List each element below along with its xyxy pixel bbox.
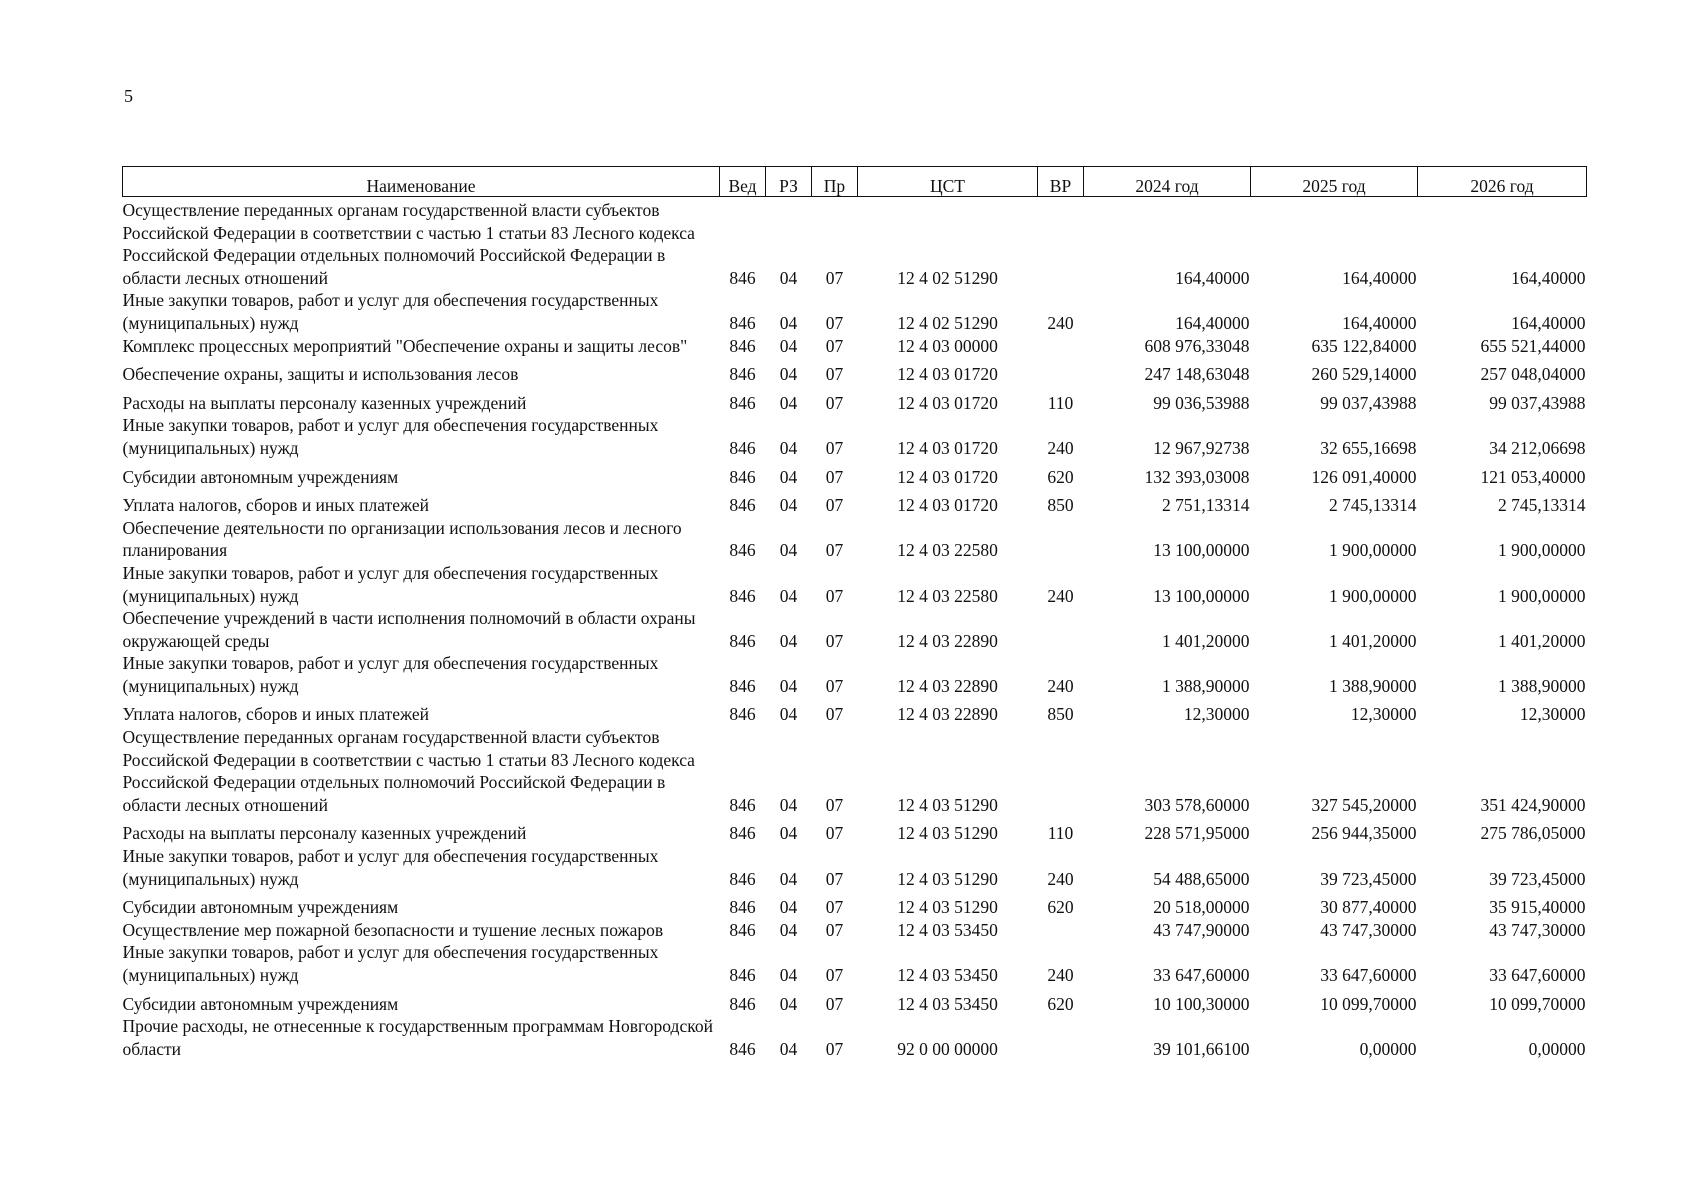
row-2026: 39 723,45000 [1489, 868, 1586, 889]
row-cst: 12 4 03 53450 [897, 965, 998, 985]
row-cst: 12 4 03 22890 [897, 704, 998, 725]
row-cst: 12 4 02 51290 [897, 267, 998, 288]
row-2026: 1 388,90000 [1498, 675, 1586, 696]
row-2025: 1 388,90000 [1329, 675, 1417, 696]
row-vr [1038, 919, 1084, 942]
row-ved: 846 [729, 466, 756, 487]
row-2026: 99 037,43988 [1489, 392, 1586, 413]
row-cst: 12 4 03 51290 [897, 794, 998, 815]
row-cst: 12 4 03 53450 [897, 919, 998, 940]
header-name: Наименование [123, 167, 720, 197]
row-vr [1038, 1015, 1084, 1060]
row-rz: 04 [779, 630, 798, 651]
row-cst: 12 4 03 51290 [897, 823, 998, 844]
row-cst: 12 4 03 01720 [897, 495, 998, 516]
row-2025: 260 529,14000 [1311, 364, 1417, 385]
row-2025: 256 944,35000 [1311, 823, 1417, 844]
row-2026: 164,40000 [1511, 267, 1586, 288]
row-pr: 07 [825, 630, 844, 651]
row-cst: 12 4 03 22890 [897, 675, 998, 696]
row-ved: 846 [729, 675, 756, 696]
row-vr: 240 [1047, 965, 1074, 985]
row-ved: 846 [729, 1038, 756, 1059]
row-2024: 13 100,00000 [1153, 585, 1250, 606]
table-row [123, 607, 1587, 652]
row-2025: 126 091,40000 [1311, 466, 1417, 487]
row-2025: 39 723,45000 [1320, 868, 1417, 889]
header-2024: 2024 год [1084, 167, 1251, 197]
row-2025: 32 655,16698 [1320, 437, 1417, 458]
table-row [123, 890, 1587, 919]
row-rz: 04 [779, 965, 798, 985]
row-2025: 164,40000 [1342, 312, 1417, 333]
row-name: Уплата налогов, сборов и иных платежей [122, 704, 429, 725]
row-vr: 620 [1047, 993, 1074, 1014]
row-rz: 04 [779, 897, 798, 918]
row-name: Субсидии автономным учреждениям [122, 993, 399, 1014]
row-rz: 04 [779, 312, 798, 333]
header-rz: РЗ [766, 167, 812, 197]
table-row [123, 289, 1587, 334]
row-ved: 846 [729, 868, 756, 889]
row-2026: 275 786,05000 [1480, 823, 1586, 844]
row-2024: 132 393,03008 [1144, 466, 1250, 487]
row-pr: 07 [825, 437, 844, 458]
row-cst: 12 4 03 00000 [897, 335, 998, 356]
row-rz: 04 [779, 495, 798, 516]
row-pr: 07 [825, 897, 844, 918]
row-name: Иные закупки товаров, работ и услуг для обеспечения государственных (муниципальных) нужд [122, 562, 659, 606]
row-vr [1038, 197, 1084, 290]
table-row [123, 816, 1587, 845]
row-2024: 39 101,66100 [1153, 1038, 1250, 1059]
table-row [123, 941, 1587, 986]
row-pr: 07 [825, 540, 844, 561]
table-header-row [123, 167, 1587, 197]
row-rz: 04 [779, 364, 798, 385]
row-rz: 04 [779, 540, 798, 561]
row-ved: 846 [729, 823, 756, 844]
row-pr: 07 [825, 495, 844, 516]
row-pr: 07 [825, 794, 844, 815]
row-cst: 12 4 03 01720 [897, 466, 998, 487]
row-ved: 846 [729, 540, 756, 561]
table-row [123, 460, 1587, 489]
row-2026: 43 747,30000 [1489, 919, 1586, 940]
row-name: Иные закупки товаров, работ и услуг для обеспечения государственных (муниципальных) нужд [122, 846, 659, 889]
header-ved: Вед [720, 167, 766, 197]
row-2026: 2 745,13314 [1498, 495, 1586, 516]
row-pr: 07 [825, 335, 844, 356]
row-2024: 247 148,63048 [1144, 364, 1250, 385]
row-ved: 846 [729, 437, 756, 458]
table-row [123, 517, 1587, 562]
row-2024: 164,40000 [1175, 312, 1250, 333]
row-vr: 620 [1047, 897, 1074, 918]
table-row [123, 1015, 1587, 1060]
row-2026: 34 212,06698 [1489, 437, 1586, 458]
row-vr [1038, 517, 1084, 562]
table-body [123, 197, 1587, 1061]
row-name: Иные закупки товаров, работ и услуг для обеспечения государственных (муниципальных) нужд [122, 415, 659, 458]
row-2026: 1 401,20000 [1498, 630, 1586, 651]
row-rz: 04 [779, 437, 798, 458]
row-2024: 54 488,65000 [1153, 868, 1250, 889]
row-vr: 850 [1047, 495, 1074, 516]
row-ved: 846 [729, 965, 756, 985]
row-2026: 121 053,40000 [1480, 466, 1586, 487]
row-2026: 257 048,04000 [1480, 364, 1586, 385]
row-rz: 04 [779, 466, 798, 487]
row-2024: 12 967,92738 [1153, 437, 1250, 458]
row-2025: 2 745,13314 [1329, 495, 1417, 516]
row-name: Обеспечение учреждений в части исполнения полномочий в области охраны окружающей среды [122, 608, 696, 651]
row-rz: 04 [779, 704, 798, 725]
row-cst: 12 4 03 22580 [897, 585, 998, 606]
row-cst: 12 4 03 22580 [897, 540, 998, 561]
row-2025: 635 122,84000 [1311, 335, 1417, 356]
table-row [123, 987, 1587, 1016]
row-2024: 303 578,60000 [1144, 794, 1250, 815]
row-pr: 07 [825, 466, 844, 487]
row-ved: 846 [729, 704, 756, 725]
row-2026: 12,30000 [1519, 704, 1586, 725]
row-2024: 228 571,95000 [1144, 823, 1250, 844]
row-pr: 07 [825, 675, 844, 696]
row-rz: 04 [779, 585, 798, 606]
row-name: Иные закупки товаров, работ и услуг для обеспечения государственных (муниципальных) нужд [122, 942, 659, 985]
row-pr: 07 [825, 993, 844, 1014]
table-row [123, 335, 1587, 358]
row-name: Расходы на выплаты персоналу казенных учреждений [122, 823, 527, 844]
row-pr: 07 [825, 965, 844, 985]
row-cst: 12 4 03 01720 [897, 437, 998, 458]
row-2024: 10 100,30000 [1153, 993, 1250, 1014]
row-vr: 240 [1047, 585, 1074, 606]
header-cst: ЦСТ [858, 167, 1038, 197]
row-2025: 10 099,70000 [1320, 993, 1417, 1014]
row-name: Расходы на выплаты персоналу казенных учреждений [122, 392, 527, 413]
row-2025: 12,30000 [1350, 704, 1417, 725]
row-pr: 07 [825, 364, 844, 385]
row-cst: 12 4 03 01720 [897, 392, 998, 413]
row-pr: 07 [825, 267, 844, 288]
row-vr: 240 [1047, 437, 1074, 458]
row-name: Субсидии автономным учреждениям [122, 466, 399, 487]
row-rz: 04 [779, 993, 798, 1014]
row-vr [1038, 335, 1084, 358]
row-vr: 240 [1047, 675, 1074, 696]
row-pr: 07 [825, 1038, 844, 1059]
row-name: Комплекс процессных мероприятий "Обеспечение охраны и защиты лесов" [122, 335, 688, 356]
row-name: Иные закупки товаров, работ и услуг для обеспечения государственных (муниципальных) нужд [122, 290, 659, 333]
row-name: Осуществление переданных органам государственной власти субъектов Российской Федерации в соответствии с частью 1 статьи 83 Лесного кодекса Российской Федерации отдельных полномочий Российской Федерации в области лесных отношений [122, 200, 695, 288]
row-pr: 07 [825, 704, 844, 725]
row-2026: 33 647,60000 [1489, 965, 1586, 985]
row-pr: 07 [825, 919, 844, 940]
row-name: Уплата налогов, сборов и иных платежей [122, 495, 429, 516]
row-2026: 164,40000 [1511, 312, 1586, 333]
row-2024: 1 388,90000 [1162, 675, 1250, 696]
row-ved: 846 [729, 919, 756, 940]
row-name: Обеспечение охраны, защиты и использования лесов [122, 364, 519, 385]
row-pr: 07 [825, 585, 844, 606]
row-ved: 846 [729, 495, 756, 516]
row-2026: 10 099,70000 [1489, 993, 1586, 1014]
row-2026: 35 915,40000 [1489, 897, 1586, 918]
row-rz: 04 [779, 823, 798, 844]
row-name: Осуществление переданных органам государственной власти субъектов Российской Федерации в соответствии с частью 1 статьи 83 Лесного кодекса Российской Федерации отдельных полномочий Российской Федерации в области лесных отношений [122, 727, 695, 815]
row-rz: 04 [779, 919, 798, 940]
table-row [123, 845, 1587, 890]
row-2025: 33 647,60000 [1320, 965, 1417, 985]
row-ved: 846 [729, 794, 756, 815]
row-2026: 1 900,00000 [1498, 540, 1586, 561]
header-2025: 2025 год [1251, 167, 1418, 197]
header-2026: 2026 год [1418, 167, 1587, 197]
row-pr: 07 [825, 823, 844, 844]
row-name: Субсидии автономным учреждениям [122, 897, 399, 918]
table-row [123, 562, 1587, 607]
row-2024: 2 751,13314 [1162, 495, 1250, 516]
header-vr: ВР [1038, 167, 1084, 197]
row-ved: 846 [729, 335, 756, 356]
row-cst: 12 4 03 01720 [897, 364, 998, 385]
row-ved: 846 [729, 267, 756, 288]
row-cst: 12 4 03 53450 [897, 993, 998, 1014]
row-ved: 846 [729, 630, 756, 651]
row-cst: 12 4 03 51290 [897, 868, 998, 889]
table-row [123, 197, 1587, 290]
row-rz: 04 [779, 335, 798, 356]
row-vr: 620 [1047, 466, 1074, 487]
table-row [123, 357, 1587, 386]
row-vr: 110 [1047, 392, 1074, 413]
row-2024: 99 036,53988 [1153, 392, 1250, 413]
row-cst: 12 4 02 51290 [897, 312, 998, 333]
table-row [123, 697, 1587, 726]
row-2024: 164,40000 [1175, 267, 1250, 288]
row-pr: 07 [825, 868, 844, 889]
row-ved: 846 [729, 585, 756, 606]
table-row [123, 726, 1587, 816]
table-row [123, 919, 1587, 942]
row-2025: 43 747,30000 [1320, 919, 1417, 940]
row-cst: 12 4 03 22890 [897, 630, 998, 651]
row-name: Осуществление мер пожарной безопасности и тушение лесных пожаров [122, 919, 664, 940]
row-rz: 04 [779, 868, 798, 889]
row-vr [1038, 357, 1084, 386]
row-2026: 0,00000 [1528, 1038, 1586, 1059]
row-2025: 30 877,40000 [1320, 897, 1417, 918]
header-pr: Пр [812, 167, 858, 197]
row-2024: 608 976,33048 [1144, 335, 1250, 356]
page-number: 5 [124, 86, 133, 106]
row-2025: 1 401,20000 [1329, 630, 1417, 651]
row-pr: 07 [825, 392, 844, 413]
row-cst: 12 4 03 51290 [897, 897, 998, 918]
row-name: Прочие расходы, не отнесенные к государственным программам Новгородской области [122, 1016, 713, 1059]
row-vr: 850 [1047, 704, 1074, 725]
row-rz: 04 [779, 392, 798, 413]
row-rz: 04 [779, 267, 798, 288]
row-2024: 33 647,60000 [1153, 965, 1250, 985]
row-2025: 99 037,43988 [1320, 392, 1417, 413]
table-row [123, 414, 1587, 459]
row-rz: 04 [779, 1038, 798, 1059]
row-2025: 0,00000 [1359, 1038, 1417, 1059]
row-2026: 655 521,44000 [1480, 335, 1586, 356]
row-rz: 04 [779, 794, 798, 815]
row-2025: 1 900,00000 [1329, 540, 1417, 561]
row-vr: 240 [1047, 312, 1074, 333]
row-cst: 92 0 00 00000 [897, 1038, 998, 1059]
row-2025: 1 900,00000 [1329, 585, 1417, 606]
budget-table [122, 166, 1587, 1060]
table-row [123, 386, 1587, 415]
row-ved: 846 [729, 993, 756, 1014]
row-pr: 07 [825, 312, 844, 333]
row-ved: 846 [729, 392, 756, 413]
row-name: Обеспечение деятельности по организации использования лесов и лесного планирования [122, 517, 682, 561]
row-vr: 110 [1047, 823, 1074, 844]
table-row [123, 488, 1587, 517]
row-2024: 13 100,00000 [1153, 540, 1250, 561]
row-2024: 12,30000 [1183, 704, 1250, 725]
row-2024: 43 747,90000 [1153, 919, 1250, 940]
row-2024: 20 518,00000 [1153, 897, 1250, 918]
row-2025: 164,40000 [1342, 267, 1417, 288]
row-vr [1038, 607, 1084, 652]
row-vr: 240 [1047, 868, 1074, 889]
row-2025: 327 545,20000 [1311, 794, 1417, 815]
row-vr [1038, 726, 1084, 816]
row-ved: 846 [729, 897, 756, 918]
row-2026: 351 424,90000 [1480, 794, 1586, 815]
row-ved: 846 [729, 364, 756, 385]
row-2024: 1 401,20000 [1162, 630, 1250, 651]
table-row [123, 652, 1587, 697]
row-name: Иные закупки товаров, работ и услуг для обеспечения государственных (муниципальных) нужд [122, 653, 659, 696]
row-ved: 846 [729, 312, 756, 333]
row-rz: 04 [779, 675, 798, 696]
row-2026: 1 900,00000 [1498, 585, 1586, 606]
